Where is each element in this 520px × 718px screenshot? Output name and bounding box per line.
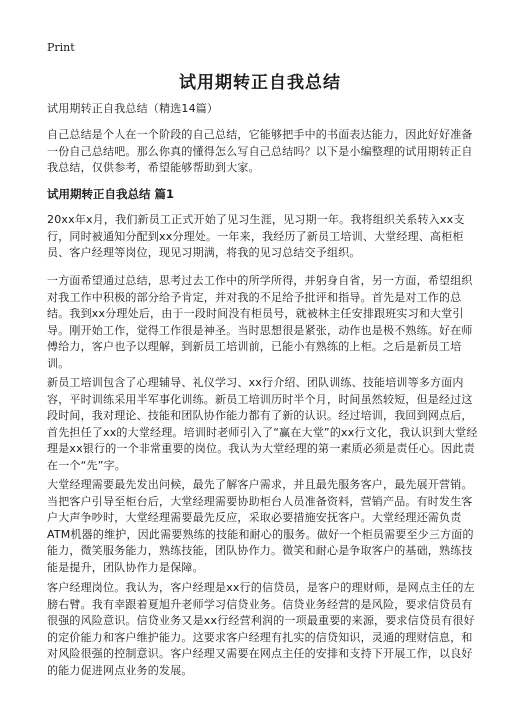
body-paragraph-4: 大堂经理需要最先发出问候，最先了解客户需求，并且最先服务客户，最先展开营销。当把客户引导至柜台后，大堂经理需要协助柜台人员准备资料，营销产品。有时发生客户大声争吵时，大堂经理需要最先反应，采取必要措施安抚客户。大堂经理还需负责ATM机器的维护，因此需要熟练的技能和耐心的服务。做好一个柜员需要至少三方面的能力，微笑服务能力，熟练技能，团队协作力。微笑和耐心是争取客户的基础，熟练技能是提升，团队协作力是保障。 xyxy=(47,478,474,574)
print-link[interactable]: Print xyxy=(47,41,75,54)
section-heading: 试用期转正自我总结 篇1 xyxy=(47,187,175,201)
document-subtitle: 试用期转正自我总结（精选14篇） xyxy=(47,102,219,115)
intro-paragraph: 自己总结是个人在一个阶段的自己总结，它能够把手中的书面表达能力，因此好好准备一份自己总结吧。那么你真的懂得怎么写自己总结吗？以下是小编整理的试用期转正自我总结，仅供参考，希望能够帮助到大家。 xyxy=(47,128,473,175)
body-paragraph-5: 客户经理岗位。我认为，客户经理是xx行的信贷员，是客户的理财师，是网点主任的左膀右臂。我有幸跟着夏旭升老师学习信贷业务。信贷业务经营的是风险，要求信贷员有很强的风险意识。信贷业务又是xx行经营利润的一项最重要的来源，要求信贷员有很好的定价能力和客户维护能力。这要求客户经理有扎实的信贷知识，灵通的理财信息，和对风险很强的控制意识。客户经理又需要在网点主任的安排和支持下开展工作，以良好的能力促进网点业务的发展。 xyxy=(47,581,475,677)
body-paragraph-2: 一方面希望通过总结，思考过去工作中的所学所得，并躬身自省，另一方面，希望组织对我工作中积极的部分给予肯定，并对我的不足给予批评和指导。首先是对工作的总结。我到xx分理处后，由于一段时间没有柜员号，就被林主任安排跟班实习和大堂引导。刚开始工作，觉得工作很是神圣。当时思想很是紧张，动作也是极不熟练。好在师傅给力，客户也予以理解，到新员工培训前，已能小有熟练的上柜。之后是新员工培训。 xyxy=(47,274,473,370)
body-paragraph-3: 新员工培训包含了心理辅导、礼仪学习、xx行介绍、团队训练、技能培训等多方面内容，平时训练采用半军事化训练。新员工培训历时半个月，时间虽然较短，但是经过这段时间，我对理论、技能和团队协作能力都有了新的认识。经过培训，我回到网点后，首先担任了xx的大堂经理。培训时老师引入了“赢在大堂”的xx行文化，我认识到大堂经理是xx银行的一个非常重要的岗位。我认为大堂经理的第一素质必须是责任心。因此责在一个“先”字。 xyxy=(47,376,478,472)
body-paragraph-1: 20xx年x月，我们新员工正式开始了见习生涯，见习期一年。我将组织关系转入xx支行，同时被通知分配到xx分理处。一年来，我经历了新员工培训、大堂经理、高柜柜员、客户经理等岗位，现见习期满，将我的见习总结交予组织。 xyxy=(47,213,465,260)
document-title: 试用期转正自我总结 xyxy=(179,73,341,93)
